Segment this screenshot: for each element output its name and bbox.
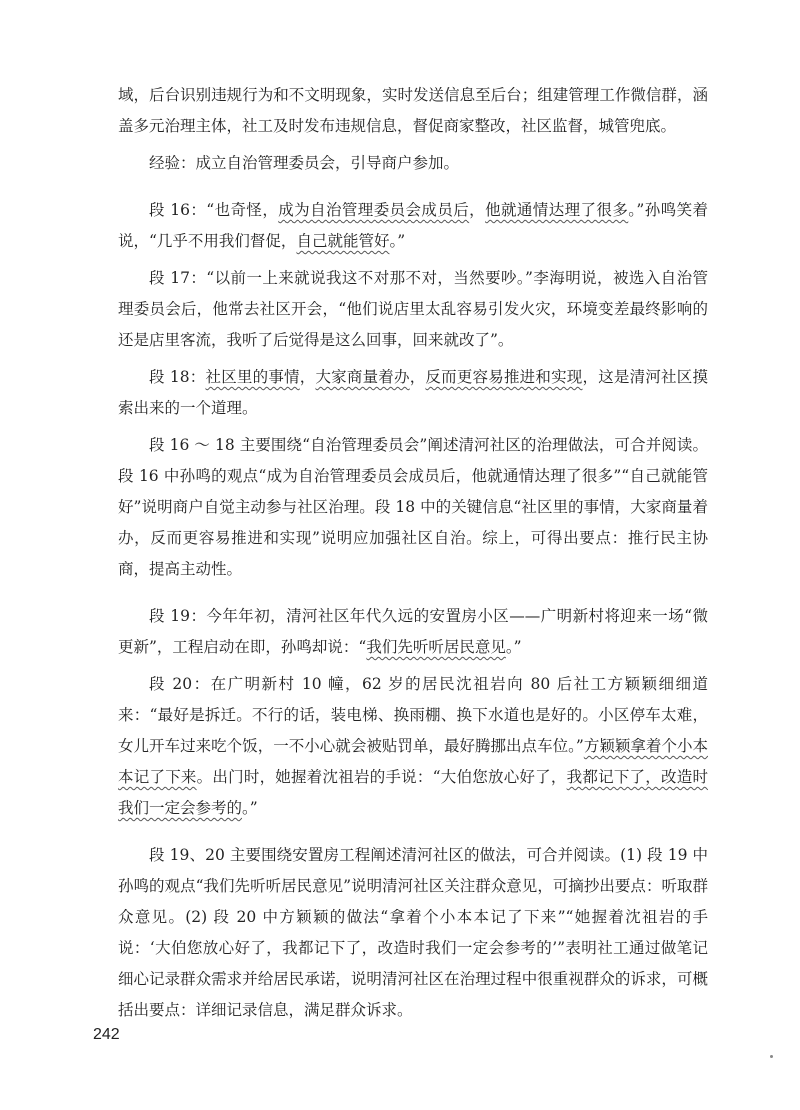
paragraph-16 bbox=[118, 195, 708, 257]
underlined-text: 我们先听听居民意见 bbox=[366, 638, 506, 656]
scan-speck bbox=[770, 1055, 773, 1058]
document-body bbox=[118, 80, 708, 1032]
underlined-text: 他就通情达理了很多 bbox=[485, 201, 629, 219]
page-number: 242 bbox=[93, 1026, 120, 1043]
text: 。” bbox=[242, 799, 258, 817]
paragraph-18 bbox=[118, 362, 708, 424]
paragraph-20 bbox=[118, 669, 708, 824]
text: 段 18： bbox=[149, 368, 206, 386]
text: 段 16：“也奇怪， bbox=[149, 201, 279, 219]
text: ， bbox=[469, 201, 486, 219]
underlined-text: 反而更容易推进和实现 bbox=[425, 368, 583, 386]
text: ， bbox=[409, 368, 426, 386]
paragraph-experience: 经验：成立自治管理委员会，引导商户参加。 bbox=[149, 154, 460, 172]
text: ，这是清河社区摸索出来的一个道理。 bbox=[118, 368, 708, 417]
underlined-text: 社区里的事情 bbox=[205, 368, 300, 386]
paragraph-17: 段 17：“以前一上来就说我这不对那不对，当然要吵。”李海明说，被选入自治管理委员会后，他常去社区开会，“他们说店里太乱容易引发火灾，环境变差最终影响的还是店里客流，我听了后觉得是这么回事，回来就改了”。 bbox=[118, 269, 708, 349]
text: 。出门时，她握着沈祖岩的手说：“大伯您放心好了， bbox=[196, 768, 567, 786]
underlined-text: 大家商量着办 bbox=[315, 368, 410, 386]
underlined-text: 成为自治管理委员会成员后 bbox=[278, 201, 470, 219]
text: 段 19：今年年初，清河社区年代久远的安置房小区——广明新村将迎来一场“微更新”，工程启动在即，孙鸣却说：“ bbox=[118, 607, 708, 656]
text: 。”孙鸣笑着说，“几乎不用我们督促， bbox=[118, 201, 708, 250]
analysis-19-20: 段 19、20 主要围绕安置房工程阐述清河社区的做法，可合并阅读。(1) 段 19 中孙鸣的观点“我们先听听居民意见”说明清河社区关注群众意见，可摘抄出要点：听取群众意见。(2) 段 20 中方颖颖的做法“拿着个小本本记了下来”“她握着沈祖岩的手说：‘大伯您放心好了，我都记下了，改造时我们一定会参考的’”表明社工通过做笔记细心记录群众需求并给居民承诺，说明清河社区在治理过程中很重视群众的诉求，可概括出要点：详细记录信息，满足群众诉求。 bbox=[118, 846, 708, 1019]
analysis-16-18: 段 16 ～ 18 主要围绕“自治管理委员会”阐述清河社区的治理做法，可合并阅读。段 16 中孙鸣的观点“成为自治管理委员会成员后，他就通情达理了很多”“自己就能管好”说明商户自觉主动参与社区治理。段 18 中的关键信息“社区里的事情，大家商量着办，反而更容易推进和实现”说明应加强社区自治。综上，可得出要点：推行民主协商，提高主动性。 bbox=[118, 436, 708, 578]
underlined-text: 我都记下了，改造时我们一定会参考的 bbox=[118, 768, 708, 817]
underlined-text: 自己就能管好 bbox=[296, 232, 390, 250]
text: 。” bbox=[389, 232, 406, 250]
paragraph-intro: 域，后台识别违规行为和不文明现象，实时发送信息至后台；组建管理工作微信群，涵盖多元治理主体，社工及时发布违规信息，督促商家整改，社区监督，城管兜底。 bbox=[118, 86, 708, 135]
text: 。” bbox=[505, 638, 522, 656]
text: 段 20：在广明新村 10 幢，62 岁的居民沈祖岩向 80 后社工方颖颖细细道来：“最好是拆迁。不行的话，装电梯、换雨棚、换下水道也是好的。小区停车太难，女儿开车过来吃个饭，一不小心就会被贴罚单，最好腾挪出点车位。” bbox=[118, 675, 708, 755]
paragraph-19 bbox=[118, 601, 708, 663]
text: ， bbox=[299, 368, 316, 386]
underlined-text: 方颖颖拿着个小本本记了下来 bbox=[118, 737, 708, 786]
